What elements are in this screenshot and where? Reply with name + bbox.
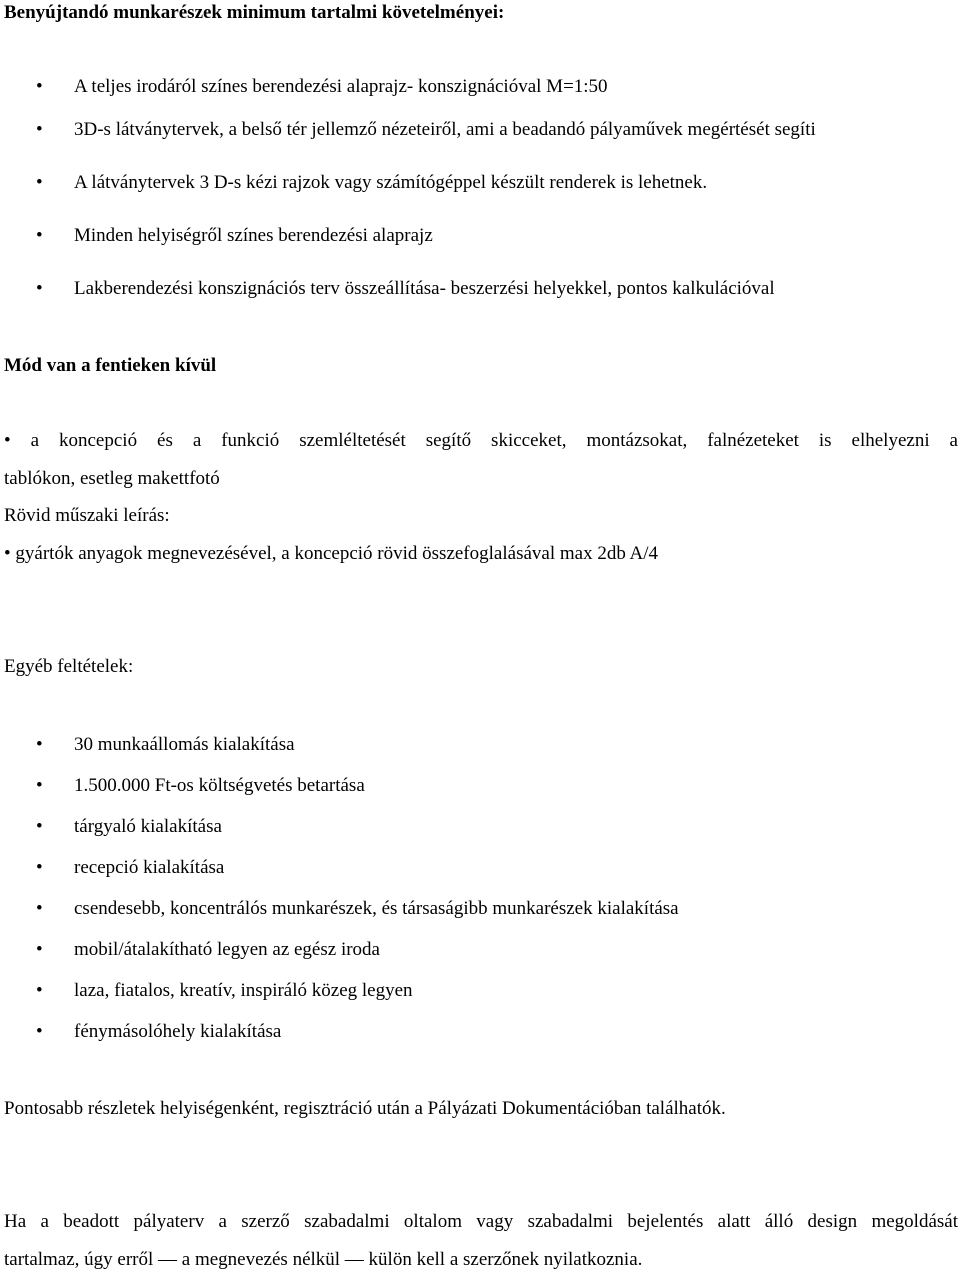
optional-item-continuation: tablókon, esetleg makettfotó: [4, 468, 220, 489]
copyright-paragraph-line: Ha a beadott pályaterv a szerző szabadalmi oltalom vagy szabadalmi bejelentés alatt álló design megoldását: [4, 1211, 958, 1232]
tech-heading: Rövid műszaki leírás:: [4, 505, 170, 526]
list-item-text: tárgyaló kialakítása: [74, 816, 222, 837]
bullet-icon: •: [36, 225, 43, 246]
list-item-text: Lakberendezési konszignációs terv összeállítása- beszerzési helyekkel, pontos kalkulációval: [74, 278, 775, 299]
bullet-icon: •: [36, 278, 43, 299]
list-item-text: A látványtervek 3 D-s kézi rajzok vagy számítógéppel készült renderek is lehetnek.: [74, 172, 708, 193]
list-item-text: recepció kialakítása: [74, 857, 225, 878]
bullet-icon: •: [36, 76, 43, 97]
list-item-text: laza, fiatalos, kreatív, inspiráló közeg legyen: [74, 980, 413, 1001]
list-item-text: csendesebb, koncentrálós munkarészek, és társaságibb munkarészek kialakítása: [74, 898, 679, 919]
bullet-icon: •: [36, 119, 43, 140]
bullet-icon: •: [36, 172, 43, 193]
bullet-icon: •: [36, 939, 43, 960]
list-item-text: mobil/átalakítható legyen az egész iroda: [74, 939, 380, 960]
tech-item: • gyártók anyagok megnevezésével, a koncepció rövid összefoglalásával max 2db A/4: [4, 543, 659, 564]
bullet-icon: •: [36, 857, 43, 878]
conditions-heading: Egyéb feltételek:: [4, 656, 134, 677]
optional-heading: Mód van a fentieken kívül: [4, 355, 217, 376]
list-item-text: 1.500.000 Ft-os költségvetés betartása: [74, 775, 365, 796]
list-item-text: 3D-s látványtervek, a belső tér jellemző nézeteiről, ami a beadandó pályaművek megértését segíti: [74, 119, 816, 140]
bullet-icon: •: [36, 1021, 43, 1042]
list-item-text: fénymásolóhely kialakítása: [74, 1021, 282, 1042]
list-item-text: A teljes irodáról színes berendezési alaprajz- konszignációval M=1:50: [74, 76, 608, 97]
details-note: Pontosabb részletek helyiségenként, regisztráció után a Pályázati Dokumentációban találhatók.: [4, 1098, 726, 1119]
list-item-text: Minden helyiségről színes berendezési alaprajz: [74, 225, 433, 246]
optional-item-line: • a koncepció és a funkció szemléltetését segítő skicceket, montázsokat, falnézeteket is elhelyezni a: [4, 430, 958, 451]
copyright-paragraph-continuation: tartalmaz, úgy erről — a megnevezés nélkül — külön kell a szerzőnek nyilatkoznia.: [4, 1249, 643, 1270]
bullet-icon: •: [36, 898, 43, 919]
bullet-icon: •: [36, 816, 43, 837]
bullet-icon: •: [36, 775, 43, 796]
bullet-icon: •: [36, 980, 43, 1001]
bullet-icon: •: [36, 734, 43, 755]
list-item-text: 30 munkaállomás kialakítása: [74, 734, 295, 755]
document-heading: Benyújtandó munkarészek minimum tartalmi követelményei:: [4, 2, 505, 23]
